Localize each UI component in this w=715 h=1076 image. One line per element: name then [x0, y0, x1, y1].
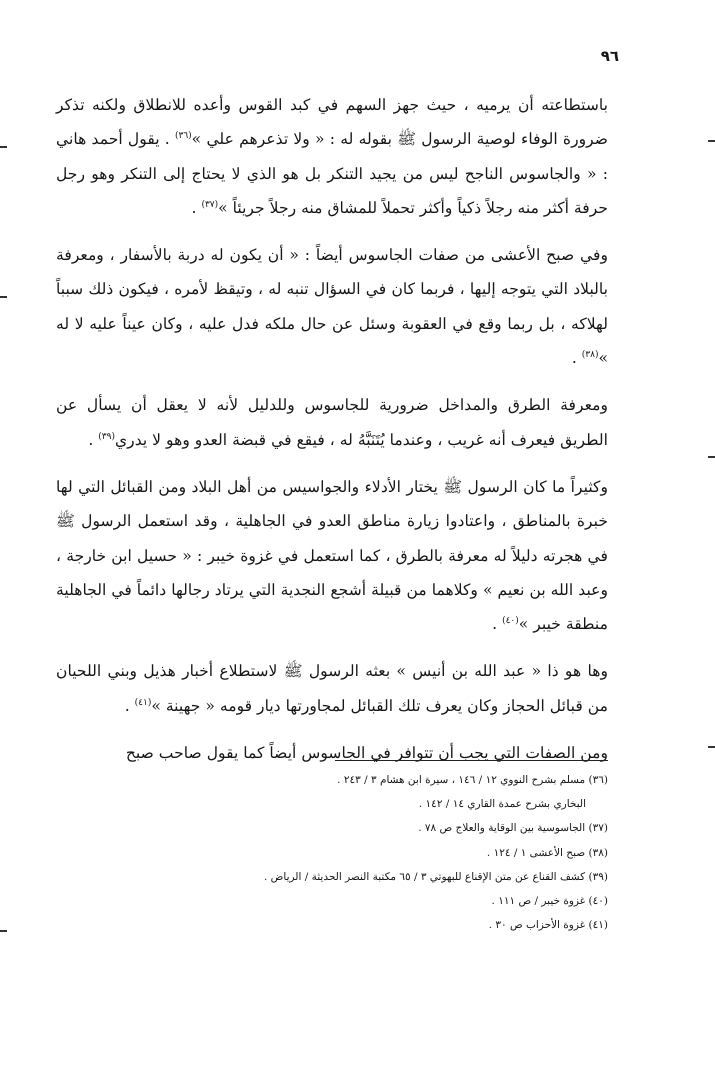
paragraph: باستطاعته أن يرميه ، حيث جهز السهم في كبد القوس وأعده للانطلاق ولكنه تذكر ضرورة الوفاء لوصية الرسول ﷺ بقوله له : « ولا تذعرهم علي »$^{(٣٦)}$ . يقول أحمد هاني : « والجاسوس الناجح ليس من يجيد التنكر بل هو الذي لا يحتاج إلى التنكر وهو رجل حرفة أكثر منه رجلاً ذكياً وأكثر تحملاً للمشاق منه رجلاً جريئاً »$^{(٣٧)}$ . [56, 96, 608, 217]
footnotes [56, 768, 608, 937]
paragraph: ومن الصفات التي يجب أن تتوافر في الجاسوس أيضاً كما يقول صاحب صبح [125, 744, 608, 763]
paragraph: ومعرفة الطرق والمداخل ضرورية للجاسوس وللدليل لأنه لا يعقل أن يسأل عن الطريق فيعرف أنه غريب ، وعندما يُتَنَبَّهُ له ، فيقع في قبضة العدو وهو لا يدري$^{(٣٩)}$ . [56, 396, 608, 449]
footnote-ref: (٣٧) [201, 199, 219, 210]
footnote: (٣٧) الجاسوسية بين الوقاية والعلاج ص ٧٨ . [418, 822, 608, 835]
footnote-ref: (٤٠) [502, 615, 519, 626]
footnote-divider [335, 760, 608, 761]
paragraph: وكثيراً ما كان الرسول ﷺ يختار الأدلاء والجواسيس من أهل البلاد ومن القبائل التي لها خبرة بالمناطق ، واعتادوا زيارة مناطق العدو في الجاهلية ، وقد استعمل الرسول ﷺ في هجرته دليلاً له معرفة بالطرق ، كما استعمل في غزوة خيبر : « حسيل ابن خارجة ، وعبد الله بن نعيم » وكلاهما من قبيلة أشجع النجدية التي يرتاد رجالها دائماً في الجاهلية منطقة خيبر »$^{(٤٠)}$ . [56, 477, 608, 634]
footnote: البخاري بشرح عمدة القاري ١٤ / ١٤٢ . [418, 798, 586, 811]
footnote: (٤٠) غزوة خيبر / ص ١١١ . [491, 895, 608, 908]
footnote-ref: (٣٩) [98, 431, 115, 442]
paragraph: وفي صبح الأعشى من صفات الجاسوس أيضاً : « أن يكون له دربة بالأسفار ، ومعرفة بالبلاد التي يتوجه إليها ، فربما كان في السؤال تنبه له ، وتيقظ لأمره ، فيكون ذلك سبباً لهلاكه ، بل ربما وقع في العقوبة وسئل عن حال ملكه فدل عليه ، وكان عيناً عليه لا له »$^{(٣٨)}$ . [56, 246, 608, 368]
scan-margin-mark [708, 140, 715, 142]
footnote: (٣٦) مسلم بشرح النووي ١٢ / ١٤٦ ، سيرة ابن هشام ٣ / ٢٤٣ . [337, 774, 608, 786]
footnote: (٣٨) صبح الأعشى ١ / ١٢٤ . [486, 846, 608, 859]
footnote-ref: (٣٨) [581, 349, 599, 360]
scan-margin-mark [0, 296, 7, 298]
footnote-ref: (٤١) [134, 697, 152, 708]
footnote: (٤١) غزوة الأحزاب ص ٣٠ . [488, 919, 608, 932]
scan-margin-mark [708, 746, 715, 748]
page-number: ٩٦ [600, 47, 619, 65]
scan-margin-mark [0, 930, 7, 932]
scan-margin-mark [708, 456, 715, 458]
paragraph: وها هو ذا « عبد الله بن أنيس » بعثه الرسول ﷺ لاستطلاع أخبار هذيل وبني اللحيان من قبائل الحجاز وكان يعرف تلك القبائل لمجاورتها ديار قومه « جهينة »$^{(٤١)}$ . [56, 662, 608, 715]
footnote: (٣٩) كشف القناع عن متن الإقناع للبهوتي ٣ / ٦٥ مكتبة النصر الحديثة / الرياض . [264, 870, 608, 883]
footnote-ref: (٣٦) [174, 131, 192, 142]
body-text [56, 88, 608, 770]
scan-margin-mark [0, 146, 7, 148]
